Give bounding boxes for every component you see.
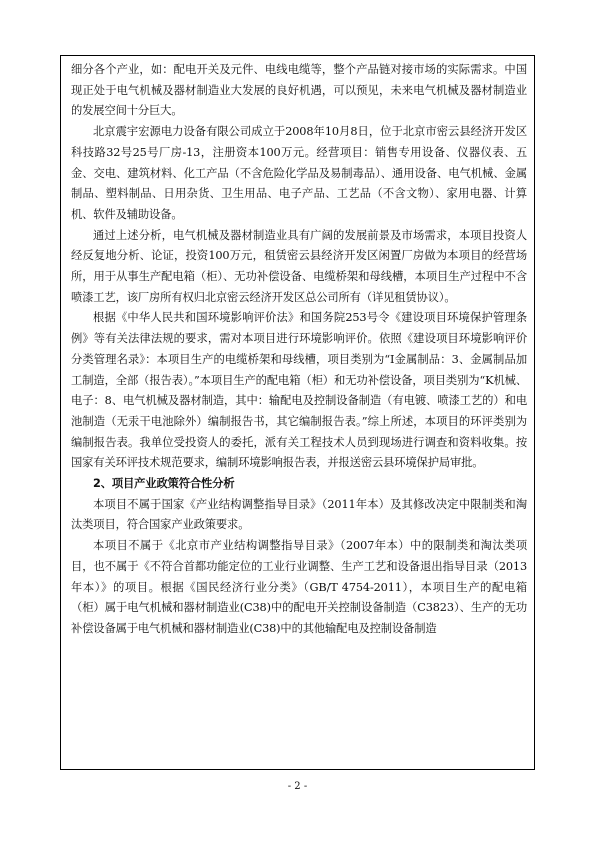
page-number: - 2 - — [287, 781, 308, 792]
document-body — [71, 60, 527, 640]
section-heading-policy: 2、项目产业政策符合性分析 — [93, 477, 235, 491]
paragraph-industry-intro: 细分各个产业，如：配电开关及元件、电线电缆等，整个产品链对接市场的实际需求。中国现正处于电气机械及器材制造业大发展的良好机遇，可以预见，未来电气机械及器材制造业的发展空间十分巨大。 — [71, 63, 527, 118]
paragraph-project-overview: 通过上述分析，电气机械及器材制造业具有广阔的发展前景及市场需求，本项目投资人经反复地分析、论证，投资100万元，租赁密云县经济开发区闲置厂房做为本项目的经营场所，用于从事生产配电箱（柜）、无功补偿设备、电缆桥架和母线槽，本项目生产过程中不含喷漆工艺，该厂房所有权归北京密云经济开发区总公司所有（详见租赁协议）。 — [71, 228, 527, 304]
paragraph-eia-category: 根据《中华人民共和国环境影响评价法》和国务院253号令《建设项目环境保护管理条例》等有关法律法规的要求，需对本项目进行环境影响评价。依照《建设项目环境影响评价分类管理名录》：本项目生产的电缆桥架和母线槽，项目类别为“I金属制品：3、金属制品加工制造，全部（报告表）。”本项目生产的配电箱（柜）和无功补偿设备，项目类别为“K机械、电子：8、电气机械及器材制造，其中：输配电及控制设备制造（有电镀、喷漆工艺的）和电池制造（无汞干电池除外）编制报告书，其它编制报告表。”综上所述，本项目的环评类别为编制报告表。我单位受投资人的委托，派有关工程技术人员到现场进行调查和资料收集。按国家有关环评技术规范要求，编制环境影响报告表，并报送密云县环境保护局审批。 — [71, 311, 527, 470]
paragraph-company-profile: 北京震宇宏源电力设备有限公司成立于2008年10月8日，位于北京市密云县经济开发区科技路32号25号厂房-13，注册资本100万元。经营项目：销售专用设备、仪器仪表、五金、交电、建筑材料、化工产品（不含危险化学品及易制毒品）、通用设备、电气机械、金属制品、塑料制品、日用杂货、卫生用品、电子产品、工艺品（不含文物）、家用电器、计算机、软件及辅助设备。 — [71, 125, 527, 221]
paragraph-beijing-policy: 本项目不属于《北京市产业结构调整指导目录》（2007年本）中的限制类和淘汰类项目，也不属于《不符合首都功能定位的工业行业调整、生产工艺和设备退出指导目录（2013年本）》的项目。根据《国民经济行业分类》（GB/T 4754-2011），本项目生产的配电箱（柜）属于电气机械和器材制造业(C38)中的配电开关控制设备制造（C3823）、生产的无功补偿设备属于电气机械和器材制造业(C38)中的其他输配电及控制设备制造 — [71, 539, 527, 635]
paragraph-national-policy: 本项目不属于国家《产业结构调整指导目录》（2011年本）及其修改决定中限制类和淘汰类项目，符合国家产业政策要求。 — [71, 497, 527, 532]
